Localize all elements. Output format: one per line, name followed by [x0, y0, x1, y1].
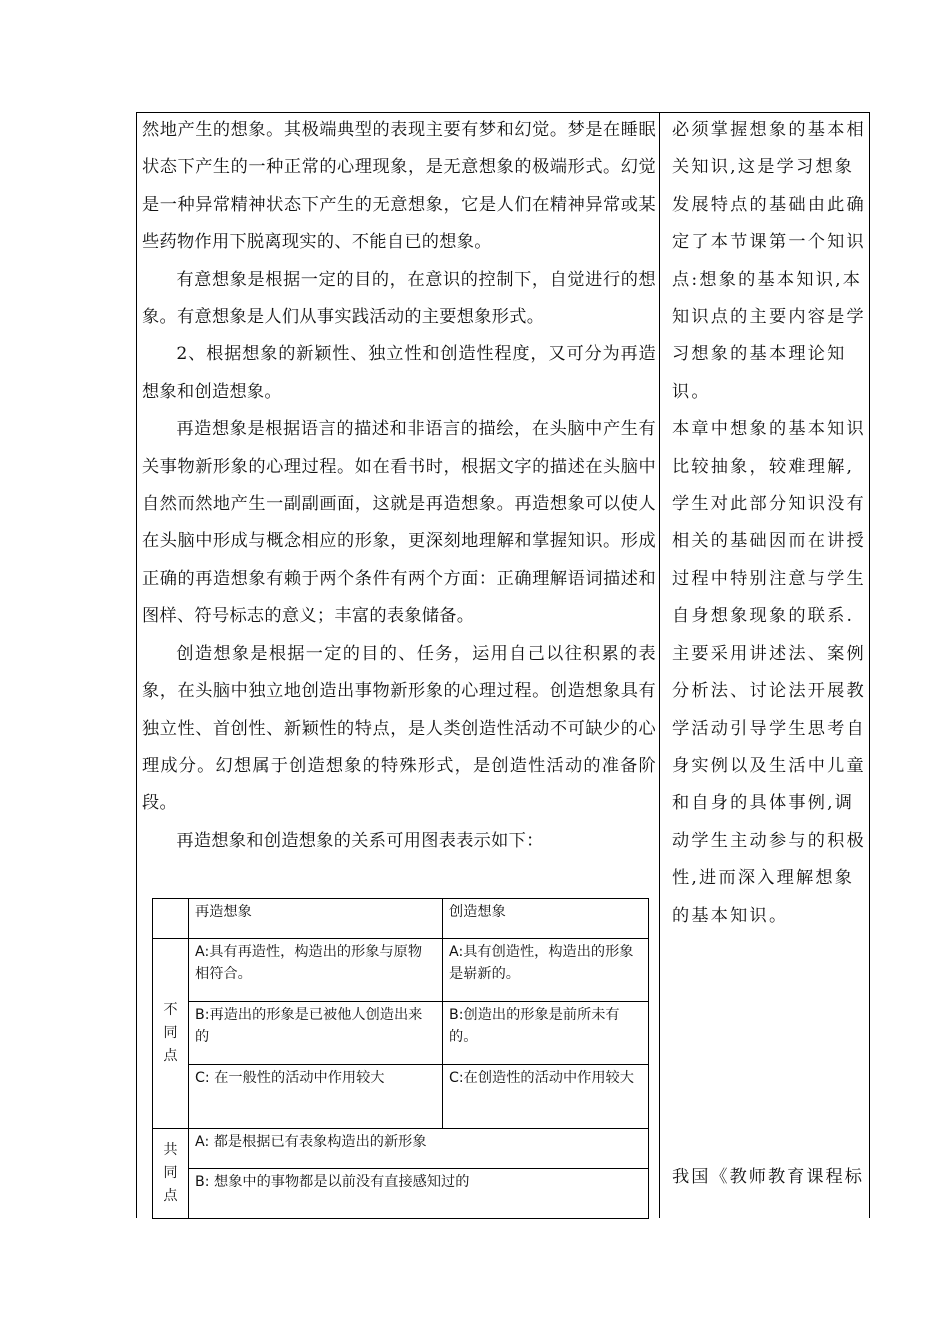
table-row: [153, 1065, 649, 1129]
paragraph-classification: 2、根据想象的新颖性、独立性和创造性程度，又可分为再造想象和创造想象。: [142, 344, 656, 402]
table-corner-cell: [153, 899, 189, 939]
table-row: [153, 1002, 649, 1065]
main-text-column: [142, 112, 656, 860]
table-cell: A:具有创造性，构造出的形象是崭新的。: [443, 939, 649, 1002]
header-creative: 创造想象: [443, 899, 649, 939]
note-continued-text: 我国《教师教育课程标: [672, 1167, 864, 1187]
column-divider: [659, 112, 660, 1218]
table-cell: B:创造出的形象是前所未有的。: [443, 1002, 649, 1065]
table-header-row: [153, 899, 649, 939]
note-paragraph: 本章中想象的基本知识比较抽象，较难理解,学生对此部分知识没有相关的基础因而在讲授过程中特别注意与学生自身想象现象的联系.主要采用讲述法、案例分析法、讨论法开展教学活动引导学生思考自身实例以及生活中儿童和自身的具体事例,调动学生主动参与的积极性,进而深入理解想象的基本知识。: [672, 419, 866, 926]
paragraph-recreative-imagination: 再造想象是根据语言的描述和非语言的描绘，在头脑中产生有关事物新形象的心理过程。如在看书时，根据文字的描述在头脑中自然而然地产生一副副画面，这就是再造想象。再造想象可以使人在头脑中形成与概念相应的形象，更深刻地理解和掌握知识。形成正确的再造想象有赖于两个条件有两个方面：正确理解语词描述和图样、符号标志的意义；丰富的表象储备。: [142, 419, 656, 627]
table-cell: A:具有再造性，构造出的形象与原物相符合。: [189, 939, 443, 1002]
comparison-table: [152, 898, 649, 1219]
table-cell: C: 在一般性的活动中作用较大: [189, 1065, 443, 1129]
paragraph-intentional-imagination: 有意想象是根据一定的目的，在意识的控制下，自觉进行的想象。有意想象是人们从事实践活动的主要想象形式。: [142, 269, 656, 328]
table-row: [153, 1169, 649, 1219]
table-cell: A: 都是根据已有表象构造出的新形象: [189, 1129, 649, 1169]
table-cell: C:在创造性的活动中作用较大: [443, 1065, 649, 1129]
notes-column: [672, 112, 870, 935]
paragraph-creative-imagination: 创造想象是根据一定的目的、任务，运用自己以往积累的表象，在头脑中独立地创造出事物新形象的心理过程。创造想象具有独立性、首创性、新颖性的特点，是人类创造性活动不可缺少的心理成分。幻想属于创造想象的特殊形式，是创造性活动的准备阶段。: [142, 643, 656, 814]
differences-label: 不 同 点: [153, 939, 189, 1129]
table-cell: B: 想象中的事物都是以前没有直接感知过的: [189, 1169, 649, 1219]
header-recreative: 再造想象: [189, 899, 443, 939]
note-paragraph: 必须掌握想象的基本相关知识,这是学习想象发展特点的基础由此确定了本节课第一个知识点:想象的基本知识,本知识点的主要内容是学习想象的基本理论知识。: [672, 120, 866, 402]
paragraph-unintentional-imagination: 然地产生的想象。其极端典型的表现主要有梦和幻觉。梦是在睡眠状态下产生的一种正常的心理现象，是无意想象的极端形式。幻觉是一种异常精神状态下产生的无意想象，它是人们在精神异常或某些药物作用下脱离现实的、不能自已的想象。: [142, 120, 656, 253]
table-row: [153, 1129, 649, 1169]
paragraph-table-intro: 再造想象和创造想象的关系可用图表表示如下：: [176, 830, 544, 851]
table-row: [153, 939, 649, 1002]
table-cell: B:再造出的形象是已被他人创造出来的: [189, 1002, 443, 1065]
common-label: 共 同 点: [153, 1129, 189, 1219]
